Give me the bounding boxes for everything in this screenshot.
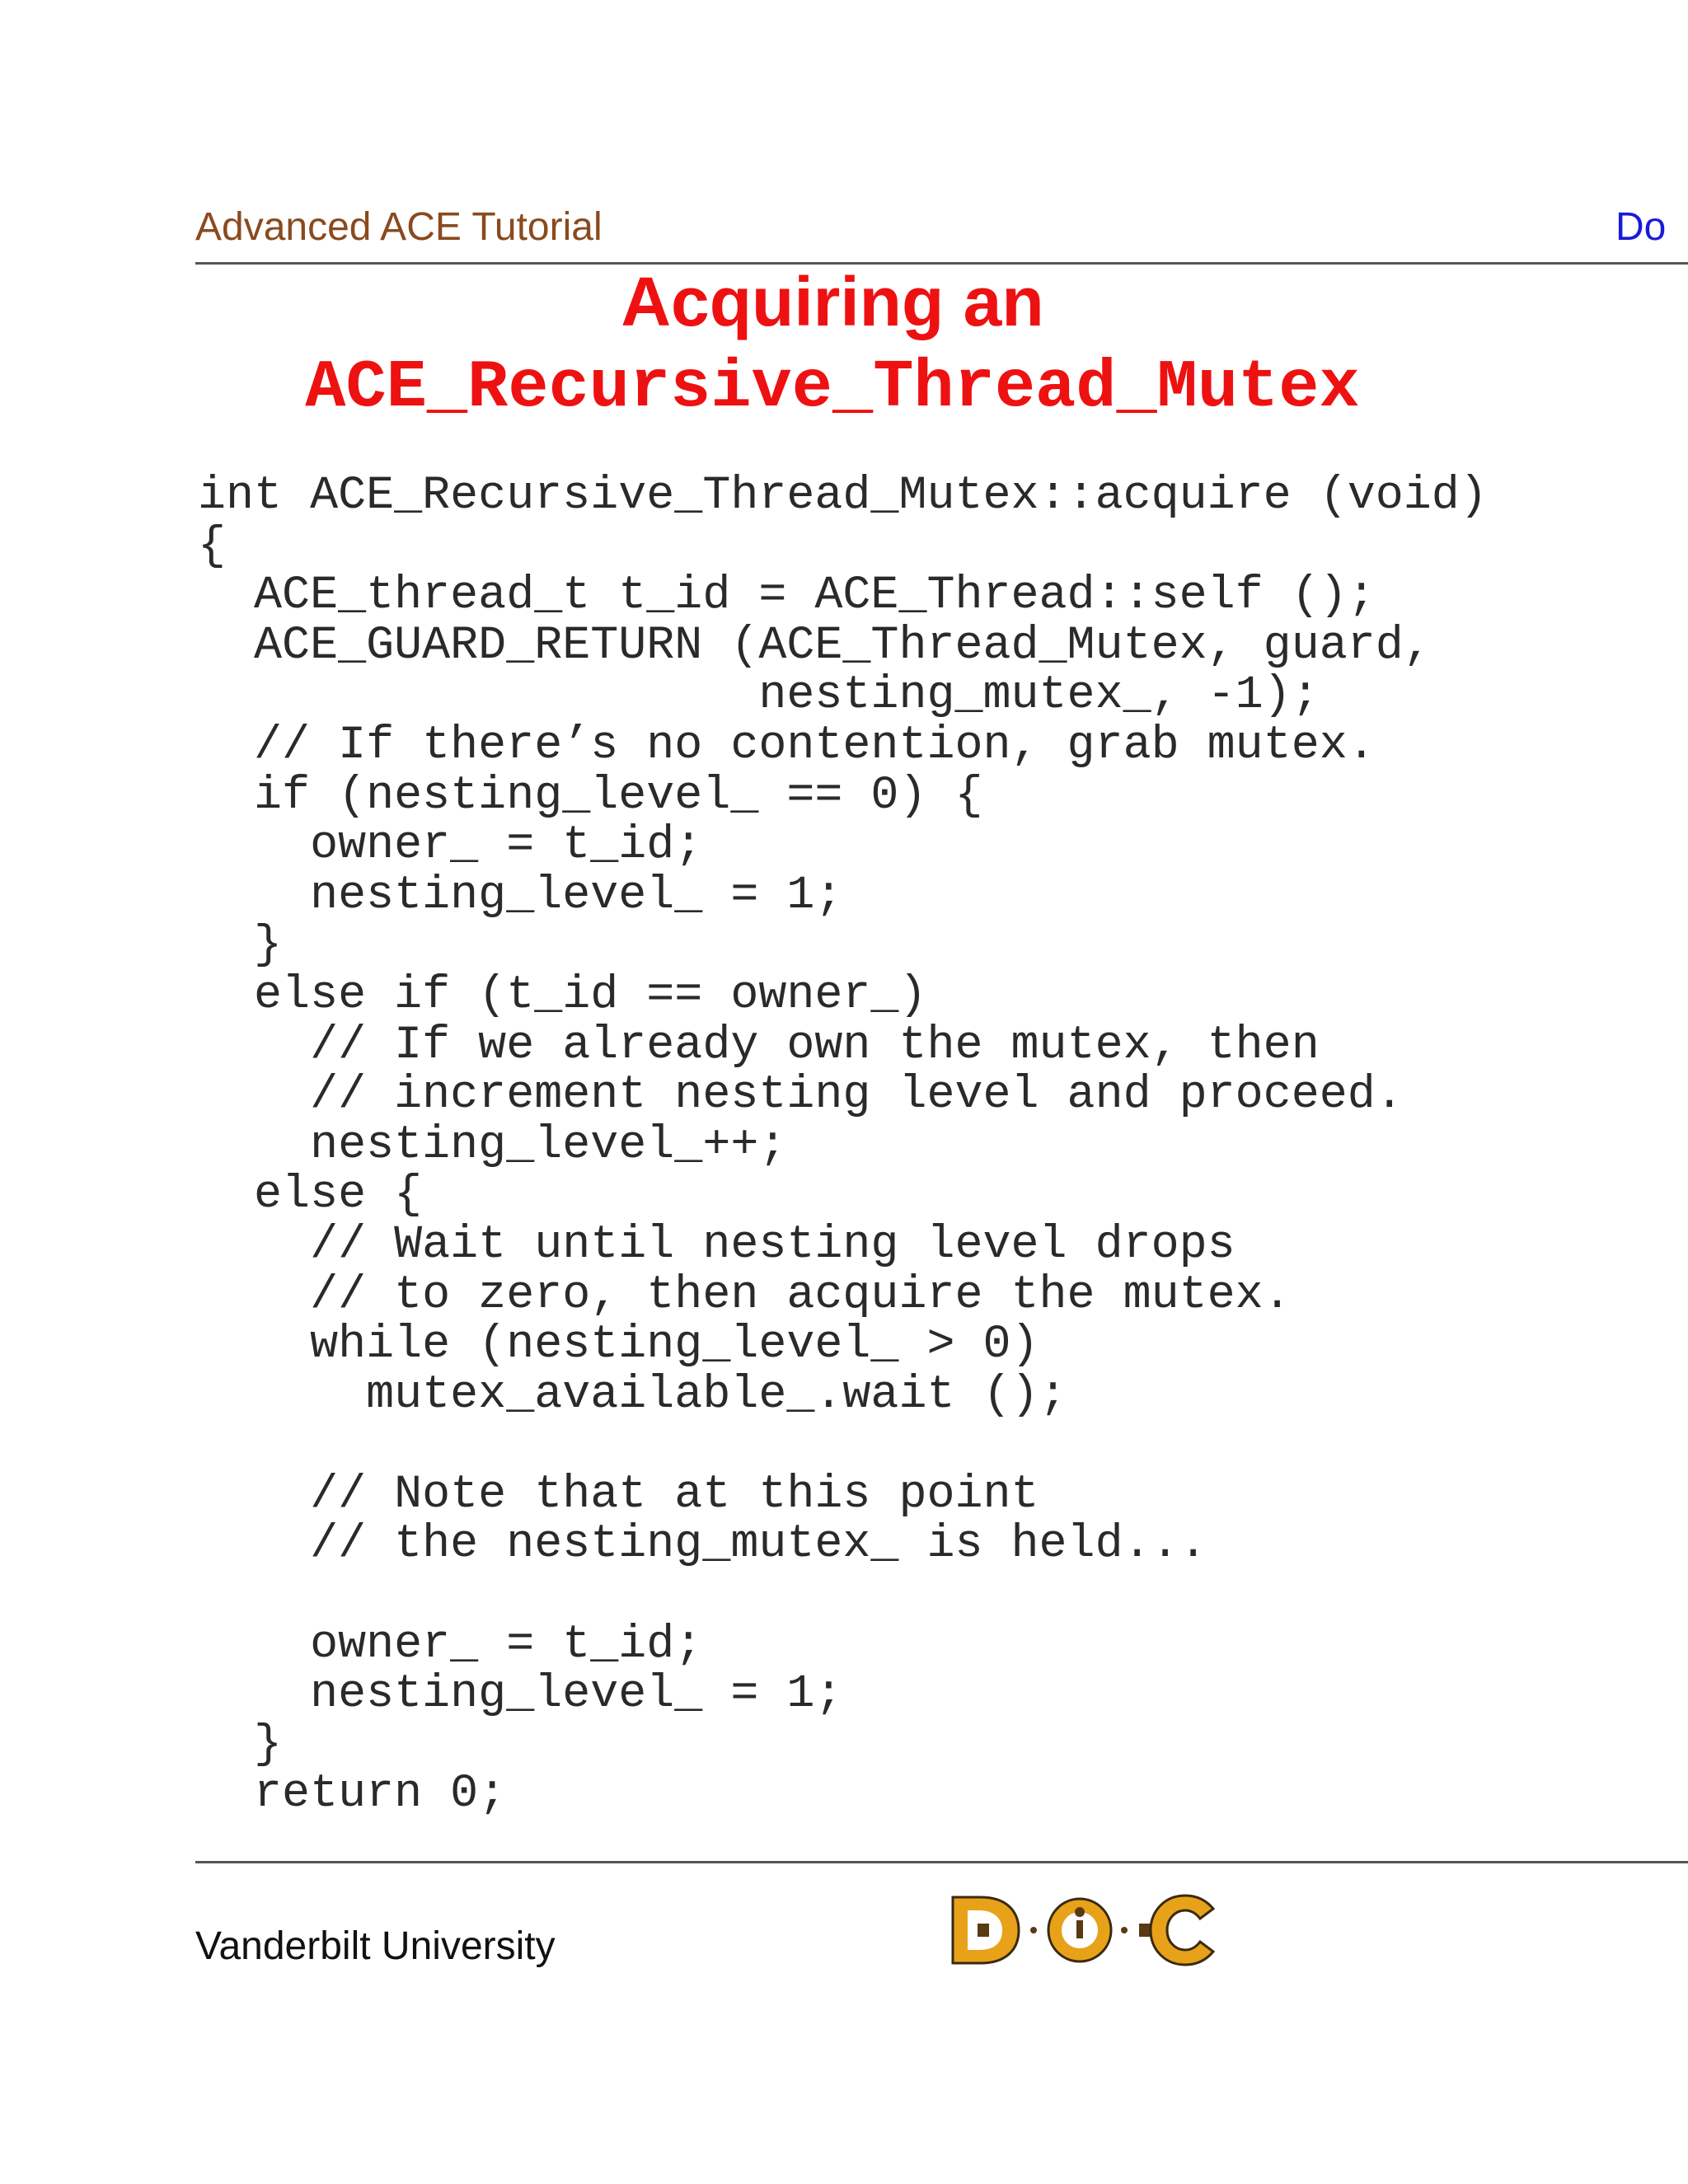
footer-university: Vanderbilt University: [195, 1924, 556, 1968]
logo-letter-c: [1151, 1896, 1213, 1965]
header-author-link[interactable]: Do: [1615, 205, 1667, 249]
footer-divider: [195, 1861, 1688, 1863]
logo-small-block: [1139, 1924, 1151, 1937]
logo-dot: [1030, 1927, 1037, 1933]
slide-title-line2: ACE_Recursive_Thread_Mutex: [305, 349, 1360, 426]
logo-letter-d: [953, 1897, 1019, 1963]
code-listing: int ACE_Recursive_Thread_Mutex::acquire (void) { ACE_thread_t t_id = ACE_Thread::self (); ACE_GUARD_RETURN (ACE_Thread_Mutex, guard, nesting_mutex_, -1); // If there’s no contention, grab mutex. if (nesting_level_ == 0) { owner_ = t_id; nesting_level_ = 1; } else if (t_id == owner_) // If we already own the mutex, then // increment nesting level and proceed. nesting_level_++; else { // Wait until nesting level drops // to zero, then acquire the mutex. while (nesting_level_ > 0) mutex_available_.wait (); // Note that at this point // the nesting_mutex_ is held... owner_ = t_id; nesting_level_ = 1; } return 0;: [198, 470, 1488, 1821]
slide-title-line1: Acquiring an: [621, 263, 1044, 340]
header-course-title: Advanced ACE Tutorial: [195, 205, 603, 249]
logo-letter-o: [1048, 1899, 1111, 1961]
logo-dot: [1121, 1927, 1128, 1933]
doc-group-logo: [948, 1887, 1220, 1970]
